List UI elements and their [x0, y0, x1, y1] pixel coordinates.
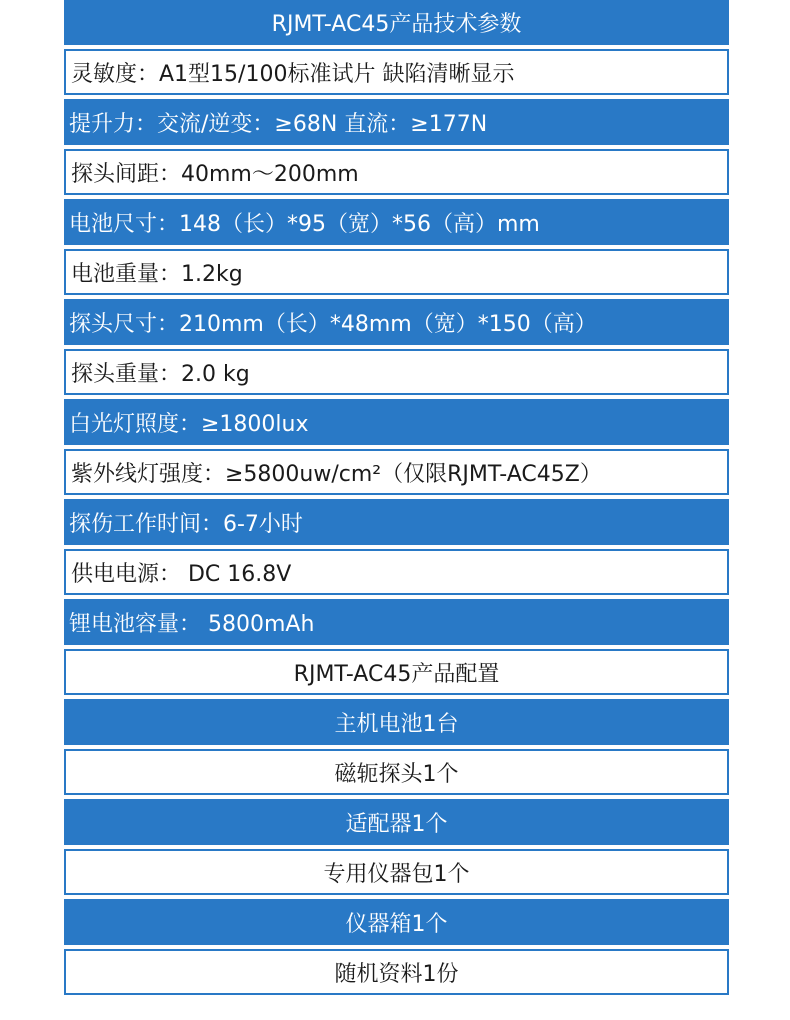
- config-title: RJMT-AC45产品配置: [64, 649, 729, 695]
- spec-sensitivity: 灵敏度：A1型15/100标准试片 缺陷清晰显示: [64, 49, 729, 95]
- spec-probe-weight: 探头重量：2.0 kg: [64, 349, 729, 395]
- spec-lifting-force: 提升力：交流/逆变：≥68N 直流：≥177N: [64, 99, 729, 145]
- config-item-yoke-probe: 磁轭探头1个: [64, 749, 729, 795]
- config-item-instrument-bag: 专用仪器包1个: [64, 849, 729, 895]
- spec-probe-size: 探头尺寸：210mm（长）*48mm（宽）*150（高）: [64, 299, 729, 345]
- spec-power-supply: 供电电源： DC 16.8V: [64, 549, 729, 595]
- spec-title: RJMT-AC45产品技术参数: [64, 0, 729, 45]
- spec-uv-intensity: 紫外线灯强度：≥5800uw/cm²（仅限RJMT-AC45Z）: [64, 449, 729, 495]
- spec-probe-spacing: 探头间距：40mm～200mm: [64, 149, 729, 195]
- spec-table: [64, 0, 729, 995]
- spec-working-time: 探伤工作时间：6-7小时: [64, 499, 729, 545]
- spec-battery-size: 电池尺寸：148（长）*95（宽）*56（高）mm: [64, 199, 729, 245]
- config-item-instrument-box: 仪器箱1个: [64, 899, 729, 945]
- spec-battery-capacity: 锂电池容量： 5800mAh: [64, 599, 729, 645]
- config-item-host-battery: 主机电池1台: [64, 699, 729, 745]
- config-item-documents: 随机资料1份: [64, 949, 729, 995]
- spec-battery-weight: 电池重量：1.2kg: [64, 249, 729, 295]
- spec-white-light: 白光灯照度：≥1800lux: [64, 399, 729, 445]
- config-item-adapter: 适配器1个: [64, 799, 729, 845]
